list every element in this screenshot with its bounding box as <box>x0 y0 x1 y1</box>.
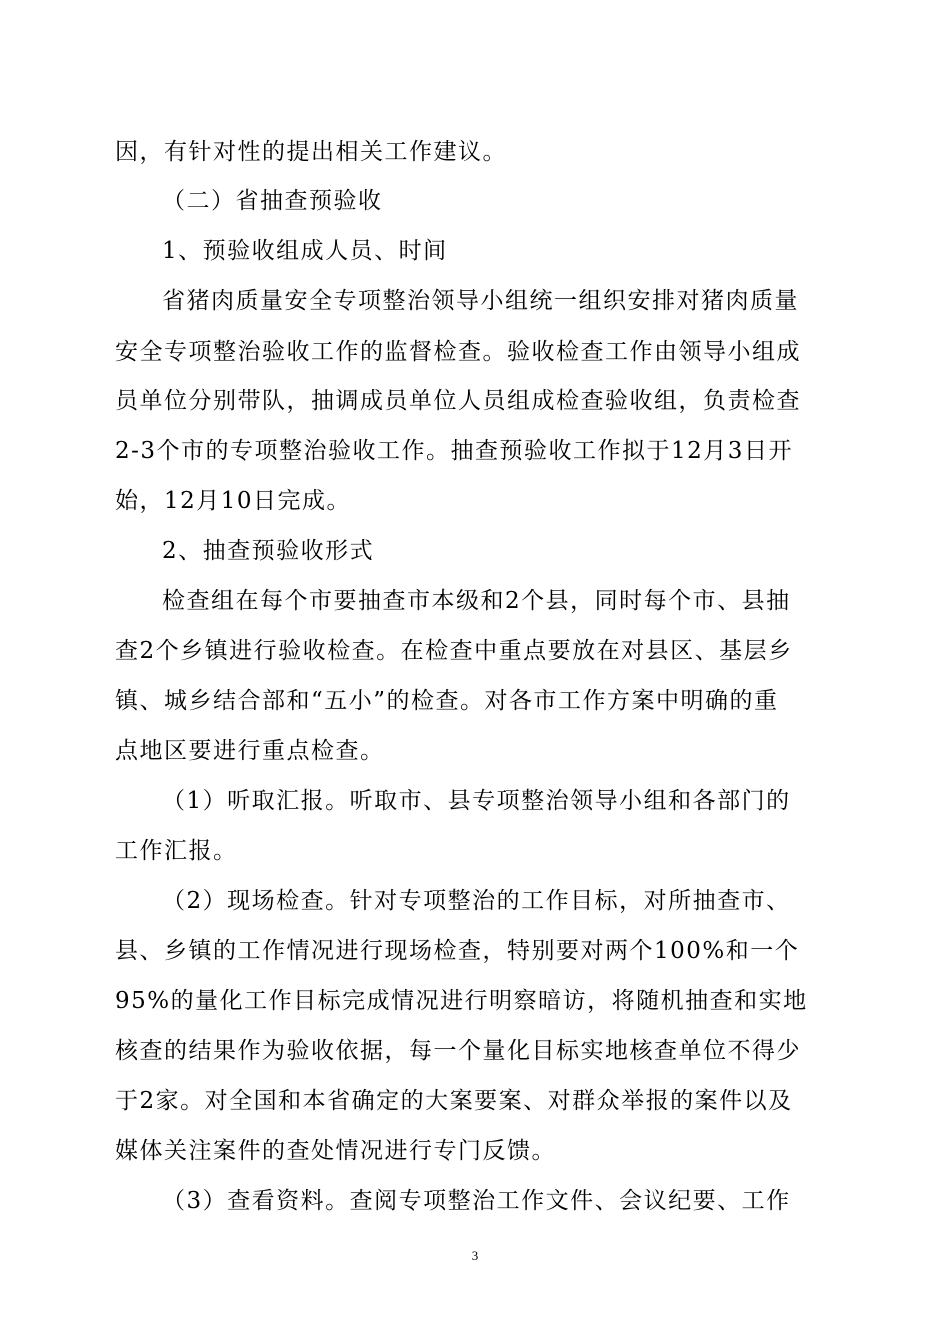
text-line: 始，12月10日完成。 <box>115 488 352 514</box>
text-line: 因，有针对性的提出相关工作建议。 <box>115 139 507 165</box>
text-line: 2-3个市的专项整治验收工作。抽查预验收工作拟于12月3日开 <box>115 438 793 464</box>
text-line: 查2个乡镇进行验收检查。在检查中重点要放在对县区、基层乡 <box>115 638 793 664</box>
text-line: （1）听取汇报。听取市、县专项整治领导小组和各部门的 <box>162 788 791 814</box>
text-line: 检查组在每个市要抽查市本级和2个县，同时每个市、县抽 <box>162 588 791 614</box>
text-line: 点地区要进行重点检查。 <box>115 738 385 764</box>
text-line: 工作汇报。 <box>115 838 238 864</box>
text-line: （3）查看资料。查阅专项整治工作文件、会议纪要、工作 <box>162 1188 791 1214</box>
text-line: 95%的量化工作目标完成情况进行明察暗访，将随机抽查和实地 <box>115 988 808 1014</box>
subsection-heading: 1、预验收组成人员、时间 <box>162 238 448 264</box>
text-line: 省猪肉质量安全专项整治领导小组统一组织安排对猪肉质量 <box>162 288 799 314</box>
section-heading: （二）省抽查预验收 <box>162 188 383 214</box>
subsection-heading: 2、抽查预验收形式 <box>162 538 375 564</box>
text-line: 核查的结果作为验收依据，每一个量化目标实地核查单位不得少 <box>115 1038 801 1064</box>
text-line: 镇、城乡结合部和“五小”的检查。对各市工作方案中明确的重 <box>115 688 779 714</box>
text-line: 安全专项整治验收工作的监督检查。验收检查工作由领导小组成 <box>115 339 801 365</box>
text-line: 于2家。对全国和本省确定的大案要案、对群众举报的案件以及 <box>115 1088 793 1114</box>
text-line: 员单位分别带队，抽调成员单位人员组成检查验收组，负责检查 <box>115 388 801 414</box>
text-line: （2）现场检查。针对专项整治的工作目标，对所抽查市、 <box>162 888 791 914</box>
page-number: 3 <box>471 1248 479 1263</box>
text-line: 县、乡镇的工作情况进行现场检查，特别要对两个100%和一个 <box>115 938 800 964</box>
text-line: 媒体关注案件的查处情况进行专门反馈。 <box>115 1138 556 1164</box>
